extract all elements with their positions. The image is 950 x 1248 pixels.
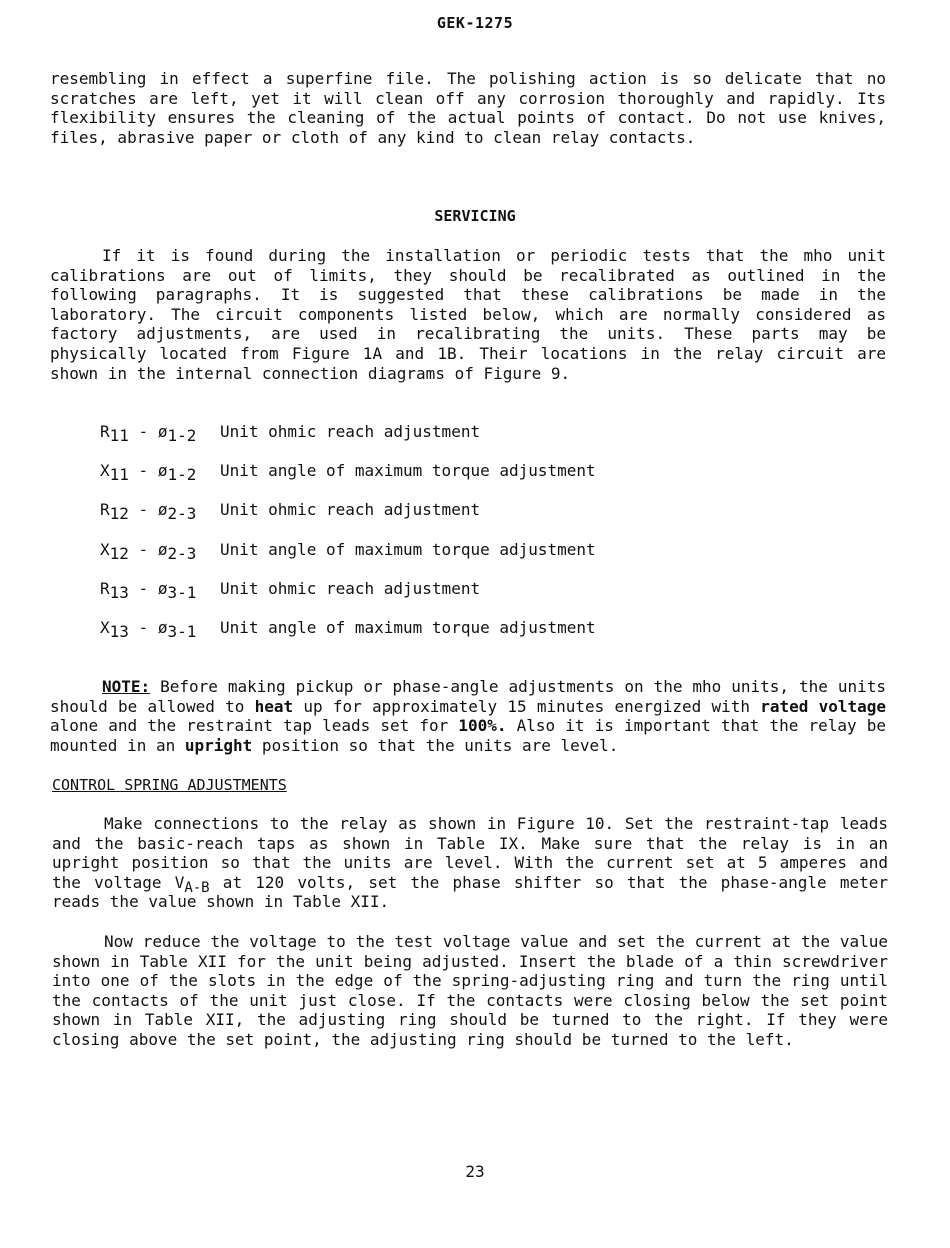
servicing-paragraph <box>50 246 886 383</box>
intro-paragraph: resembling in effect a superfine file. The polishing action is so delicate that no scratches are left, yet it will clean off any corrosion thoroughly and rapidly. Its flexibility ensures the cleaning of the actual points of contact. Do not use knives, files, abrasive paper or cloth of any kind to clean relay contacts. <box>50 69 886 147</box>
note-paragraph: NOTE: Before making pickup or phase-angle adjustments on the mho units, the units should be allowed to heat up for approximately 15 minutes energized with rated voltage alone and the restraint tap leads set for 100%. Also it is important that the relay be mounted in an upright position so that the units are level. <box>50 677 886 755</box>
list-item <box>100 579 596 618</box>
note-label: NOTE: <box>102 677 151 696</box>
servicing-paragraph-text: If it is found during the installation or periodic tests that the mho unit calibrations are out of limits, they should be recalibrated as outlined in the following paragraphs. It is suggested that these calibrations be made in the laboratory. The circuit components listed below, which are normally considered as factory adjustments, are used in recalibrating the units. These parts may be physically located from Figure 1A and 1B. Their locations in the relay circuit are shown in the internal connection diagrams of Figure 9. <box>50 246 886 383</box>
control-spring-heading: CONTROL SPRING ADJUSTMENTS <box>52 776 287 794</box>
component-code: $X_{11}$ - $ø_{1-2}$ <box>100 461 197 485</box>
component-code: $X_{12}$ - $ø_{2-3}$ <box>100 539 197 563</box>
component-description: Unit angle of maximum torque adjustment <box>220 617 596 637</box>
control-spring-paragraph-2: Now reduce the voltage to the test voltage value and set the current at the value shown in Table XII for the unit being adjusted. Insert the blade of a thin screwdriver into one of the slots in the edge of the spring-adjusting ring and turn the ring until the contacts of the unit just close. If the contacts were closing below the set point shown in Table XII, the adjusting ring should be turned to the right. If they were closing above the set point, the adjusting ring should be turned to the left. <box>52 932 888 1049</box>
component-code: $R_{12}$ - $ø_{2-3}$ <box>100 500 197 524</box>
component-code: $R_{11}$ - $ø_{1-2}$ <box>100 422 197 445</box>
component-description: Unit ohmic reach adjustment <box>220 422 481 441</box>
component-code: $X_{13}$ - $ø_{3-1}$ <box>100 617 197 641</box>
component-list <box>100 422 596 657</box>
component-description: Unit ohmic reach adjustment <box>220 578 481 598</box>
list-item <box>100 540 596 579</box>
component-description: Unit angle of maximum torque adjustment <box>220 539 596 559</box>
component-description: Unit angle of maximum torque adjustment <box>220 461 596 481</box>
list-item <box>100 618 596 657</box>
component-description: Unit ohmic reach adjustment <box>220 500 481 520</box>
document-id-header: GEK-1275 <box>436 14 514 32</box>
list-item <box>100 422 596 461</box>
list-item <box>100 500 596 539</box>
component-code: $R_{13}$ - $ø_{3-1}$ <box>100 578 197 602</box>
list-item <box>100 461 596 500</box>
control-spring-paragraph-1: Make connections to the relay as shown in Figure 10. Set the restraint-tap leads and the basic-reach taps as shown in Table IX. Make sure that the relay is in an upright position so that the units are level. With the current set at 5 amperes and the voltage $V_{A-B}$ at 120 volts, set the phase shifter so that the phase-angle meter reads the value shown in Table XII. <box>52 814 888 912</box>
page-number: 23 <box>465 1162 485 1181</box>
servicing-title: SERVICING <box>434 207 516 225</box>
